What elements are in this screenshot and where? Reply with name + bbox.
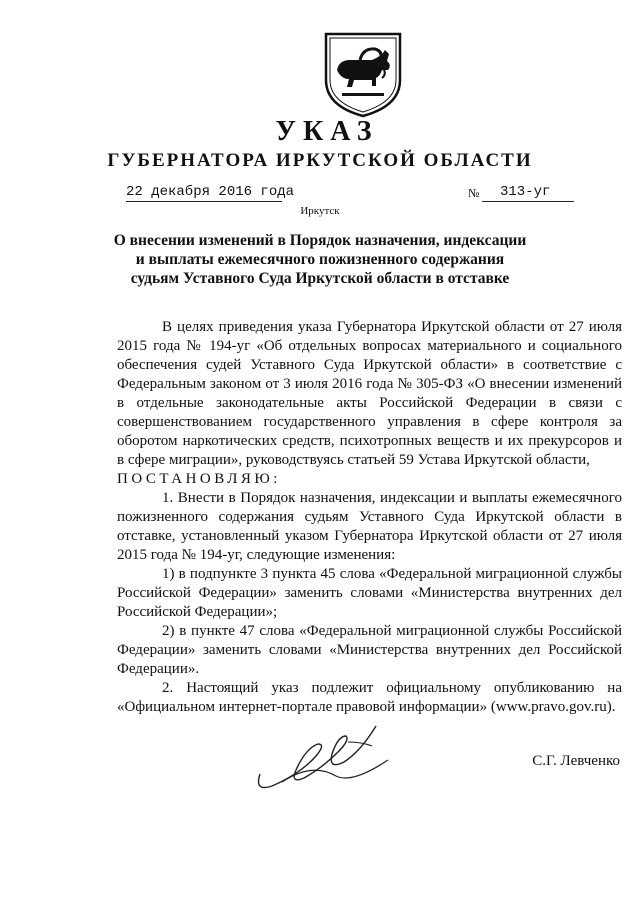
item-2-paragraph: 2. Настоящий указ подлежит официальному опубликованию на «Официальном интернет-портале правовой информации» (www.pravo.gov.ru). <box>117 680 622 715</box>
signature-icon <box>252 712 402 802</box>
signer-name: С.Г. Левченко <box>532 753 620 769</box>
decree-date: 22 декабря 2016 года <box>126 184 295 200</box>
item-1-1-paragraph: 1) в подпункте 3 пункта 45 слова «Федеральной миграционной службы Российской Федерации» заменить словами «Министерства внутренних дел Российской Федерации»; <box>117 566 622 620</box>
city-label: Иркутск <box>300 205 340 217</box>
decree-number: 313-уг <box>482 184 574 202</box>
item-1-2-paragraph: 2) в пункте 47 слова «Федеральной миграционной службы Российской Федерации» заменить словами «Министерства внутренних дел Российской Федерации». <box>117 623 622 677</box>
coat-of-arms-icon <box>322 30 404 118</box>
decree-word: ПОСТАНОВЛЯЮ: <box>117 471 281 487</box>
item-1-paragraph: 1. Внести в Порядок назначения, индексации и выплаты ежемесячного пожизненного содержания судьям Уставного Суда Иркутской области в отставке, установленный указом Губернатора Иркутской области от 27 июля 2015 года № 194-уг, следующие изменения: <box>117 490 622 563</box>
heading-line-2: и выплаты ежемесячного пожизненного содержания <box>135 251 505 268</box>
preamble-paragraph: В целях приведения указа Губернатора Иркутской области от 27 июля 2015 года № 194-уг «Об отдельных вопросах материального и социального обеспечения судей Уставного Суда Иркутской области» в соответствие с Федеральным законом от 3 июля 2016 года № 305-ФЗ «О внесении изменений в отдельные законодательные акты Российской Федерации в связи с совершенствованием государственного управления в сфере контроля за оборотом наркотических средств, психотропных веществ и их прекурсоров и в сфере миграции», руководствуясь статьей 59 Устава Иркутской области, <box>117 319 622 468</box>
number-sign: № <box>468 186 480 200</box>
heading-line-1: О внесении изменений в Порядок назначения, индексации <box>113 232 527 249</box>
document-title: УКАЗ <box>275 116 379 147</box>
decree-heading <box>100 231 540 288</box>
heading-line-3: судьям Уставного Суда Иркутской области в отставке <box>130 270 510 287</box>
issuer-title: ГУБЕРНАТОРА ИРКУТСКОЙ ОБЛАСТИ <box>107 150 533 171</box>
decree-body <box>117 318 622 717</box>
